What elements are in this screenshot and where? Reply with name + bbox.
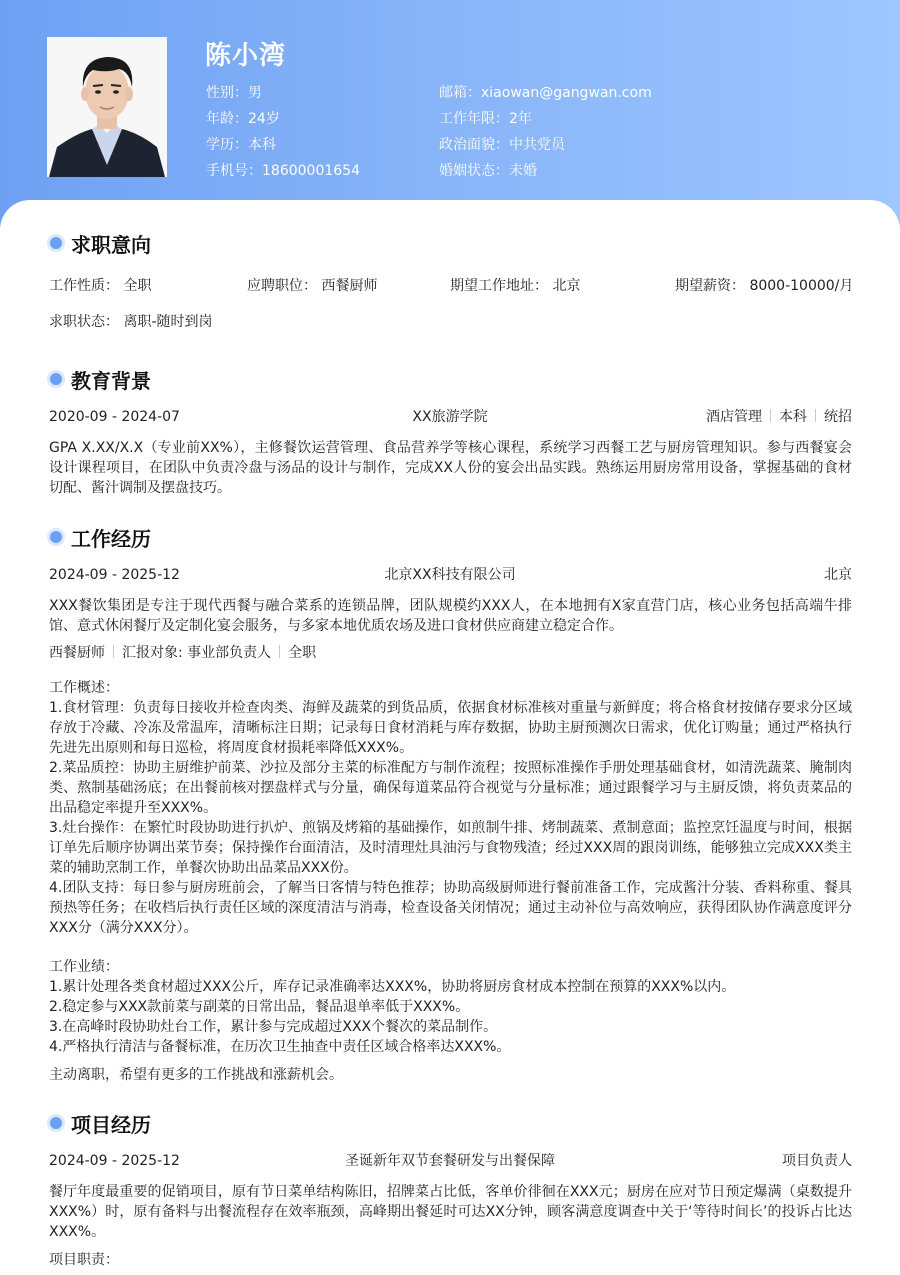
intention-type-label: 工作性质： [49, 278, 119, 294]
email-label: 邮箱： [439, 85, 481, 101]
education-description: GPA X.XX/X.X（专业前XX%），主修餐饮运营管理、食品营养学等核心课程，系统学习西餐工艺与厨房管理知识。参与西餐宴会设计课程项目，在团队中负责冷盘与汤品的设计与制作，完成XX人份的宴会出品实践。熟练运用厨房常用设备，掌握基础的食材切配、酱汁调制及摆盘技巧。 [49, 440, 852, 496]
email-value: xiaowan@gangwan.com [481, 85, 652, 101]
age-value: 24岁 [248, 111, 280, 127]
politics-row [439, 135, 565, 155]
work-kind: 全职 [288, 645, 317, 661]
age-row [206, 109, 280, 129]
intention-position-label: 应聘职位： [247, 278, 317, 294]
work-overview-label: 工作概述： [49, 680, 119, 696]
phone-row [206, 161, 360, 181]
divider [815, 409, 816, 422]
intention-type-value: 全职 [123, 278, 152, 294]
work-achievement-item: 3.在高峰时段协助灶台工作，累计参与完成超过XXX个餐次的菜品制作。 [49, 1019, 498, 1035]
years-label: 工作年限： [439, 111, 509, 127]
project-role: 项目负责人 [782, 1153, 852, 1169]
project-description: 餐厅年度最重要的促销项目，原有节日菜单结构陈旧，招牌菜占比低，客单价徘徊在XXX元；厨房在应对节日预定爆满（桌数提升XXX%）时，原有备料与出餐流程存在效率瓶颈，高峰期出餐延时可达XX分钟，顾客满意度调查中关于‘等待时间长’的投诉占比达XXX%。 [49, 1184, 852, 1240]
section-project-heading: 项目经历 [71, 1112, 151, 1137]
education-major: 酒店管理 [706, 409, 762, 425]
intention-type [49, 276, 151, 296]
section-intention-heading: 求职意向 [71, 232, 151, 257]
profile-photo [47, 37, 167, 177]
section-work-heading: 工作经历 [71, 526, 151, 551]
work-achievement-label: 工作业绩： [49, 959, 119, 975]
intention-salary [675, 276, 853, 296]
years-value: 2年 [509, 111, 532, 127]
work-period: 2024-09 - 2025-12 [49, 567, 180, 583]
intention-position-value: 西餐厨师 [321, 278, 378, 294]
work-achievements [49, 957, 852, 1057]
section-education-heading: 教育背景 [71, 368, 151, 393]
section-bullet-icon [50, 1117, 62, 1129]
project-duty-label: 项目职责： [49, 1252, 119, 1268]
work-overview-item: 2.菜品质控：协助主厨维护前菜、沙拉及部分主菜的标准配方与制作流程；按照标准操作手册处理基础食材，如清洗蔬菜、腌制肉类、熬制基础汤底；在出餐前核对摆盘样式与分量，确保每道菜品符合视觉与分量标准；通过跟餐学习与主厨反馈，将负责菜品的出品稳定率提升至XXX%。 [49, 760, 852, 816]
work-report: 汇报对象: 事业部负责人 [122, 645, 272, 661]
education-enroll: 统招 [824, 409, 852, 425]
work-leave-reason: 主动离职，希望有更多的工作挑战和涨薪机会。 [49, 1067, 343, 1083]
education-level-label: 学历： [206, 137, 248, 153]
intention-position [247, 276, 377, 296]
divider [279, 645, 280, 658]
work-company-description: XXX餐饮集团是专注于现代西餐与融合菜系的连锁品牌，团队规模约XXX人，在本地拥有X家直营门店，核心业务包括高端牛排馆、意式休闲餐厅及定制化宴会服务，与多家本地优质农场及进口食材供应商建立稳定合作。 [49, 598, 852, 634]
gender-row [206, 83, 262, 103]
marital-row [439, 161, 537, 181]
gender-label: 性别： [206, 85, 248, 101]
avatar-portrait-icon [47, 37, 167, 177]
divider [770, 409, 771, 422]
education-school: XX旅游学院 [412, 409, 488, 425]
phone-value: 18600001654 [262, 163, 360, 179]
section-work-title [48, 522, 151, 552]
section-education-title [48, 364, 151, 394]
education-meta [600, 407, 852, 427]
section-project-title [48, 1108, 151, 1138]
work-company: 北京XX科技有限公司 [384, 567, 516, 583]
section-bullet-icon [50, 531, 62, 543]
intention-salary-label: 期望薪资： [675, 278, 745, 294]
intention-location [450, 276, 580, 296]
intention-status [49, 312, 213, 332]
work-meta [49, 643, 316, 663]
candidate-name: 陈小湾 [205, 41, 287, 71]
marital-label: 婚姻状态： [439, 163, 509, 179]
phone-label: 手机号： [206, 163, 262, 179]
divider [113, 645, 114, 658]
politics-label: 政治面貌： [439, 137, 509, 153]
section-bullet-icon [50, 373, 62, 385]
years-row [439, 109, 532, 129]
section-bullet-icon [50, 237, 62, 249]
work-overview [49, 678, 852, 938]
intention-status-label: 求职状态： [49, 314, 119, 330]
work-achievement-item: 4.严格执行清洁与备餐标准，在历次卫生抽查中责任区域合格率达XXX%。 [49, 1039, 511, 1055]
education-degree: 本科 [779, 409, 807, 425]
marital-value: 未婚 [509, 163, 537, 179]
work-achievement-item: 2.稳定参与XXX款前菜与副菜的日常出品，餐品退单率低于XXX%。 [49, 999, 470, 1015]
work-overview-item: 1.食材管理：负责每日接收并检查肉类、海鲜及蔬菜的到货品质，依据食材标准核对重量与新鲜度；将合格食材按储存要求分区域存放于冷藏、冷冻及常温库，清晰标注日期；记录每日食材消耗与库存数据，协助主厨预测次日需求，优化订购量；通过严格执行先进先出原则和每日巡检，将周度食材损耗率降低XXX%。 [49, 700, 852, 756]
section-intention-title [48, 228, 151, 258]
work-role: 西餐厨师 [49, 645, 105, 661]
gender-value: 男 [248, 85, 262, 101]
education-level-value: 本科 [248, 137, 276, 153]
education-period: 2020-09 - 2024-07 [49, 409, 180, 425]
age-label: 年龄： [206, 111, 248, 127]
intention-location-value: 北京 [552, 278, 581, 294]
work-achievement-item: 1.累计处理各类食材超过XXX公斤，库存记录准确率达XXX%，协助将厨房食材成本控制在预算的XXX%以内。 [49, 979, 736, 995]
project-name: 圣诞新年双节套餐研发与出餐保障 [345, 1153, 555, 1169]
intention-status-value: 离职-随时到岗 [123, 314, 213, 330]
politics-value: 中共党员 [509, 137, 565, 153]
work-overview-item: 3.灶台操作：在繁忙时段协助进行扒炉、煎锅及烤箱的基础操作，如煎制牛排、烤制蔬菜、煮制意面；监控烹饪温度与时间，根据订单先后顺序协调出菜节奏；保持操作台面清洁，及时清理灶具油污与食物残渣；经过XXX周的跟岗训练，能够独立完成XXX类主菜的辅助烹制工作，单餐次协助出品菜品XXX份。 [49, 820, 852, 876]
intention-location-label: 期望工作地址： [450, 278, 548, 294]
intention-salary-value: 8000-10000/月 [749, 278, 854, 294]
education-level-row [206, 135, 276, 155]
work-overview-item: 4.团队支持：每日参与厨房班前会，了解当日客情与特色推荐；协助高级厨师进行餐前准备工作，完成酱汁分装、香料称重、餐具预热等任务；在收档后执行责任区域的深度清洁与消毒，检查设备关闭情况；通过主动补位与高效响应，获得团队协作满意度评分XXX分（满分XXX分）。 [49, 880, 852, 936]
project-period: 2024-09 - 2025-12 [49, 1153, 180, 1169]
email-row [439, 83, 652, 103]
work-city: 北京 [824, 567, 852, 583]
